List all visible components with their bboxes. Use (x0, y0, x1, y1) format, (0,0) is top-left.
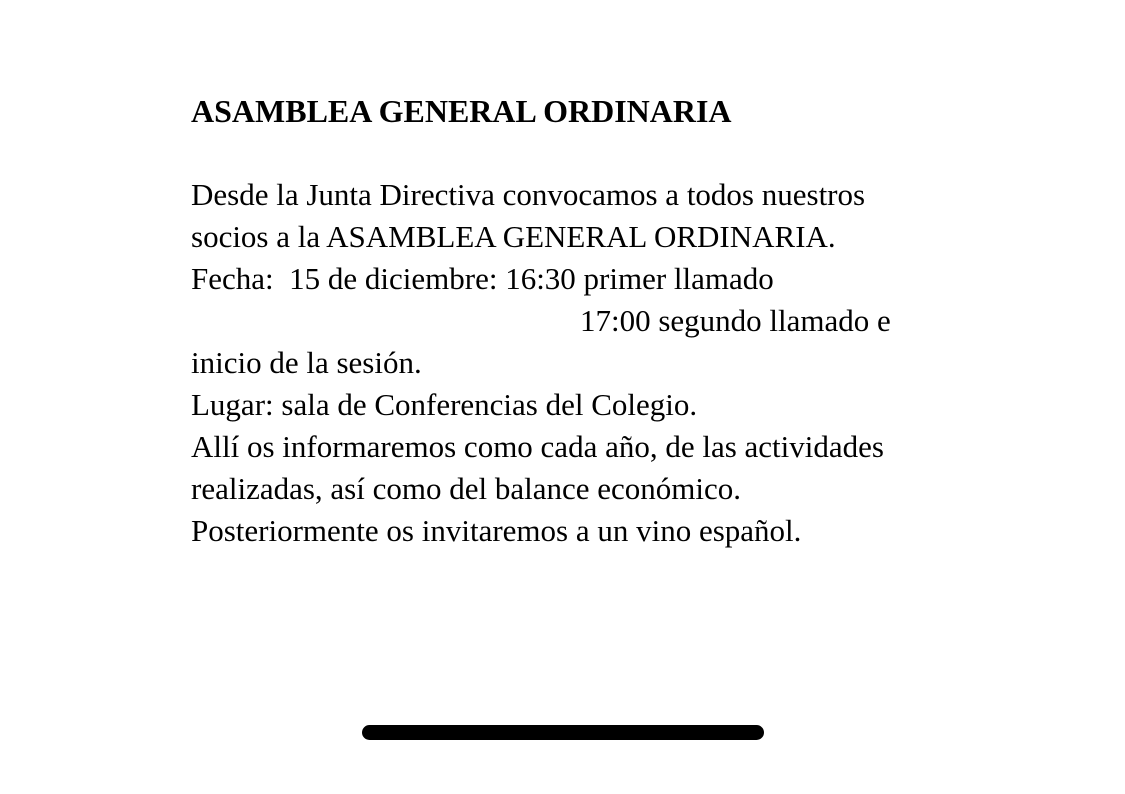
body-line-info-1: Allí os informaremos como cada año, de las actividades (191, 429, 884, 464)
body-line-date: Fecha: 15 de diciembre: 16:30 primer llamado (191, 261, 774, 296)
body-line-info-2: realizadas, así como del balance económico. (191, 471, 741, 506)
body-line-place: Lugar: sala de Conferencias del Colegio. (191, 387, 698, 422)
body-line-closing: Posteriormente os invitaremos a un vino español. (191, 513, 802, 548)
body-line-intro-1: Desde la Junta Directiva convocamos a todos nuestros (191, 177, 866, 212)
body-line-second-call: 17:00 segundo llamado e (580, 303, 891, 338)
announcement-title: ASAMBLEA GENERAL ORDINARIA (191, 93, 732, 129)
announcement-body (191, 174, 1071, 552)
body-line-session-start: inicio de la sesión. (191, 345, 422, 380)
home-indicator-bar[interactable] (362, 725, 764, 740)
announcement-document (191, 90, 1071, 552)
body-line-intro-2: socios a la ASAMBLEA GENERAL ORDINARIA. (191, 219, 836, 254)
